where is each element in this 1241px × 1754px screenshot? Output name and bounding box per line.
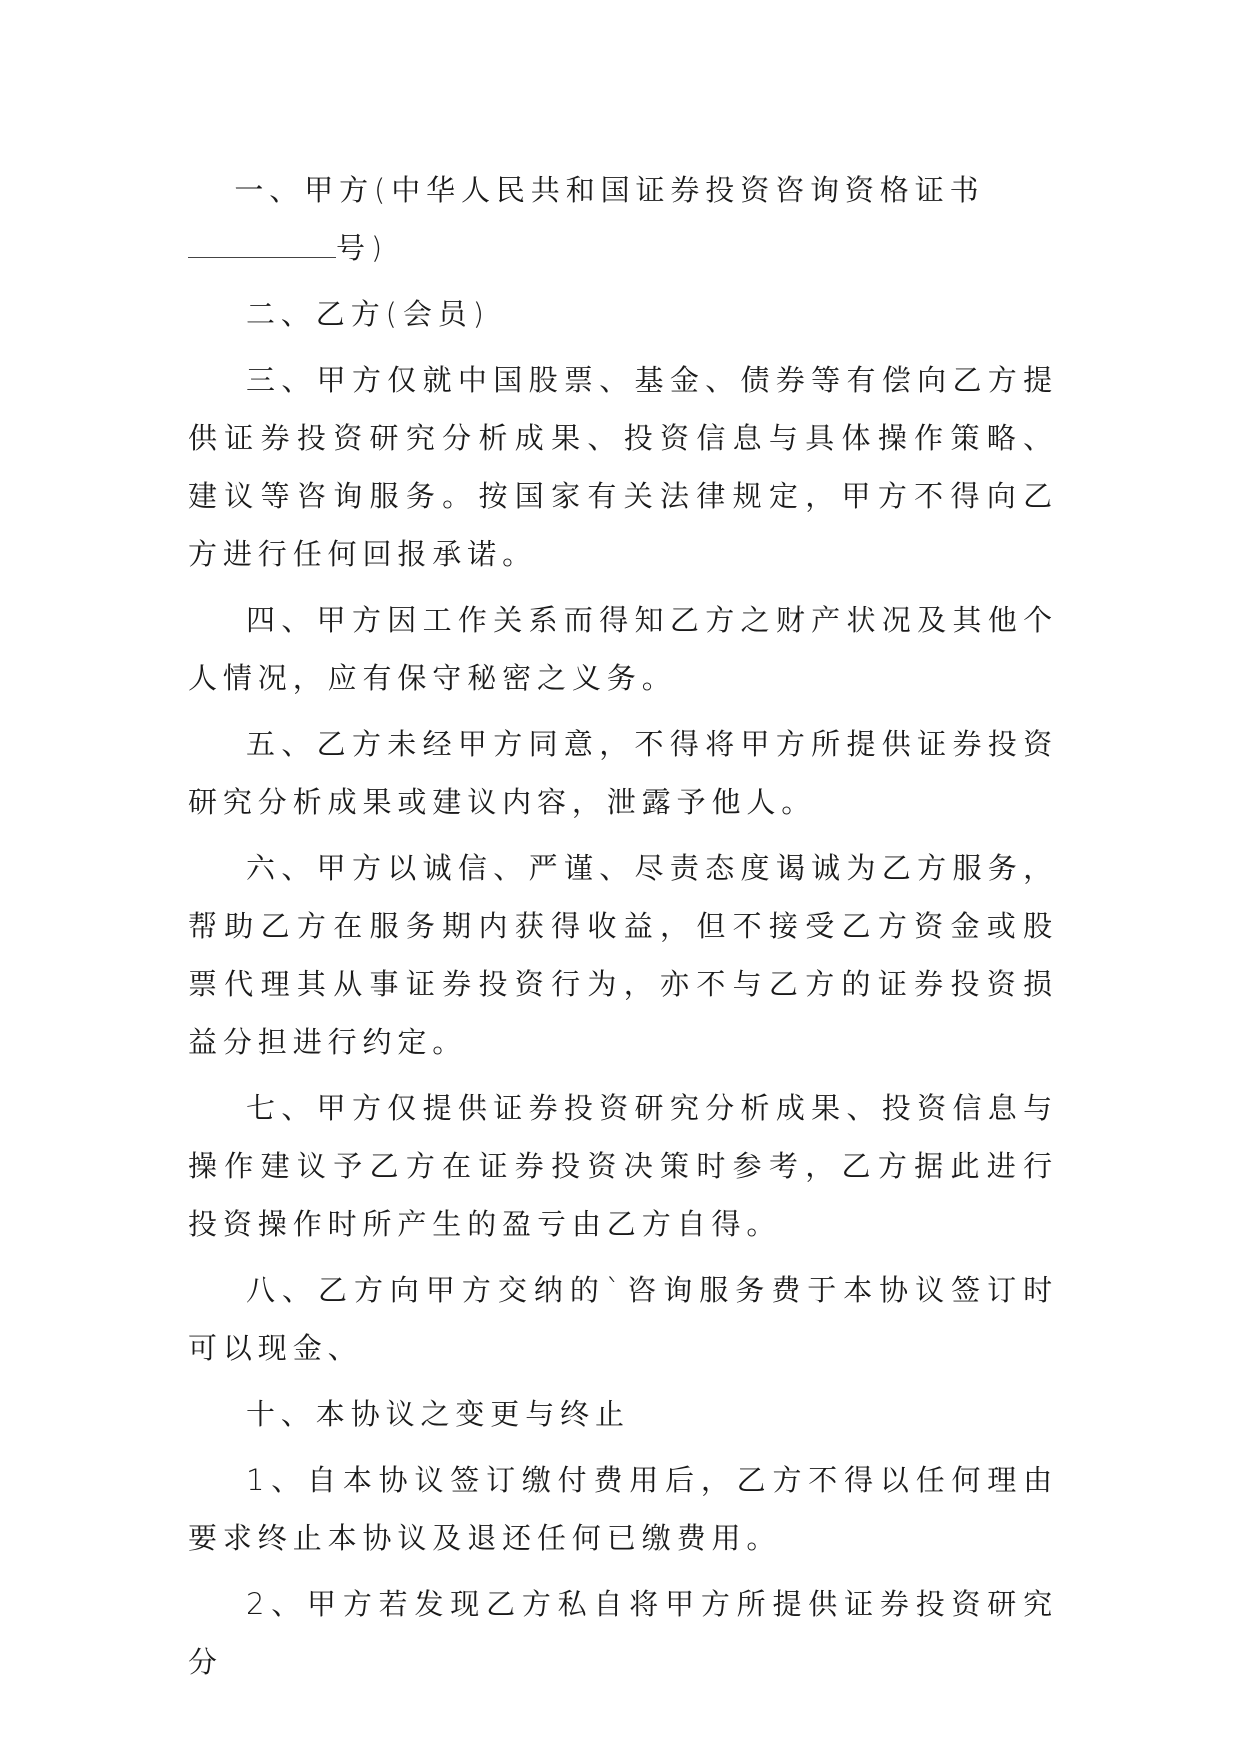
clause-10-item-2: 2、甲方若发现乙方私自将甲方所提供证券投资研究分: [188, 1587, 1058, 1679]
clause-10-heading: 十、本协议之变更与终止: [246, 1397, 630, 1431]
clause-8: 八、乙方向甲方交纳的`咨询服务费于本协议签订时可以现金、: [188, 1273, 1058, 1365]
clause-10-item-1: 1、自本协议签订缴付费用后，乙方不得以任何理由要求终止本协议及退还任何已缴费用。: [188, 1463, 1058, 1555]
clause-3: 三、甲方仅就中国股票、基金、债券等有偿向乙方提供证券投资研究分析成果、投资信息与具体操作策略、建议等咨询服务。按国家有关法律规定，甲方不得向乙方进行任何回报承诺。: [188, 363, 1058, 571]
clause-5: 五、乙方未经甲方同意，不得将甲方所提供证券投资研究分析成果或建议内容，泄露予他人。: [188, 727, 1058, 819]
clause-7: 七、甲方仅提供证券投资研究分析成果、投资信息与操作建议予乙方在证券投资决策时参考，乙方据此进行投资操作时所产生的盈亏由乙方自得。: [188, 1091, 1058, 1241]
clause-party-b: 二、乙方(会员): [246, 297, 490, 331]
clause-6: 六、甲方以诚信、严谨、尽责态度谒诚为乙方服务，帮助乙方在服务期内获得收益，但不接受乙方资金或股票代理其从事证券投资行为，亦不与乙方的证券投资损益分担进行约定。: [188, 851, 1058, 1059]
clause-party-a-suffix: 号): [336, 231, 389, 265]
clause-4: 四、甲方因工作关系而得知乙方之财产状况及其他个人情况，应有保守秘密之义务。: [188, 603, 1058, 695]
certificate-number-blank[interactable]: [188, 235, 336, 258]
clause-party-a: [188, 161, 1058, 277]
clause-party-a-text: 一、甲方(中华人民共和国证券投资咨询资格证书: [234, 173, 985, 207]
document-page: [188, 161, 1058, 1699]
